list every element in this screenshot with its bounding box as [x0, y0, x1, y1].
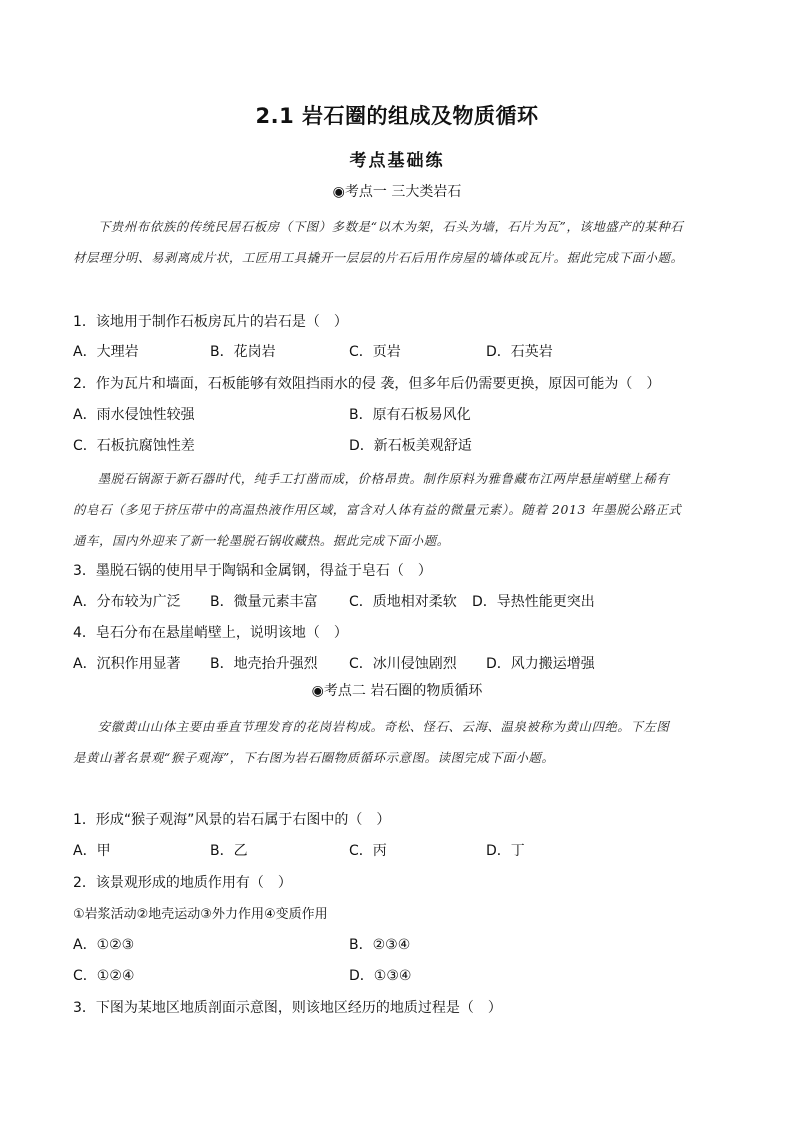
section-heading-2: ◉考点二 岩石圈的物质循环	[311, 683, 483, 699]
option-b: B．②③④	[349, 937, 411, 953]
question-stem: 1．形成“猴子观海”风景的岩石属于右图中的（ ）	[73, 812, 391, 828]
option-c: C．质地相对柔软	[349, 594, 457, 610]
passage-line: 是黄山著名景观“猴子观海”，下右图为岩石圈物质循环示意图。读图完成下面小题。	[73, 750, 555, 765]
passage-line: 通车，国内外迎来了新一轮墨脱石锅收藏热。据此完成下面小题。	[73, 533, 450, 548]
option-c: C．石板抗腐蚀性差	[73, 438, 195, 454]
option-d: D．①③④	[349, 968, 412, 984]
option-a: A．①②③	[73, 937, 135, 953]
passage-1	[73, 211, 733, 273]
passage-2	[73, 463, 733, 556]
passage-3	[73, 711, 733, 773]
option-b: B．花岗岩	[210, 344, 276, 360]
question-stem: 3．下图为某地区地质剖面示意图，则该地区经历的地质过程是（ ）	[73, 1000, 502, 1016]
option-c: C．页岩	[349, 344, 401, 360]
passage-line: 墨脱石锅源于新石器时代，纯手工打凿而成，价格昂贵。制作原料为雅鲁藏布江两岸悬崖峭壁上稀有	[97, 471, 670, 486]
option-c: C．冰川侵蚀剧烈	[349, 656, 457, 672]
question-note: ①岩浆活动②地壳运动③外力作用④变质作用	[73, 907, 328, 922]
option-b: B．微量元素丰富	[210, 594, 318, 610]
question-stem: 1．该地用于制作石板房瓦片的岩石是（ ）	[73, 314, 348, 330]
question-stem: 3．墨脱石锅的使用早于陶锅和金属钢，得益于皂石（ ）	[73, 563, 432, 579]
option-d: D．新石板美观舒适	[349, 438, 472, 454]
option-a: A．沉积作用显著	[73, 656, 181, 672]
question-stem: 2．该景观形成的地质作用有（ ）	[73, 875, 292, 891]
option-d: D．丁	[486, 843, 525, 859]
option-b: B．地壳抬升强烈	[210, 656, 318, 672]
option-a: A．雨水侵蚀性较强	[73, 407, 195, 423]
passage-line: 安徽黄山山体主要由垂直节理发育的花岗岩构成。奇松、怪石、云海、温泉被称为黄山四绝。下左图	[97, 719, 670, 734]
page-title: 2.1 岩石圈的组成及物质循环	[255, 104, 539, 128]
option-c: C．①②④	[73, 968, 135, 984]
option-b: B．原有石板易风化	[349, 407, 471, 423]
option-d: D．风力搬运增强	[486, 656, 595, 672]
page-subtitle: 考点基础练	[349, 151, 445, 171]
option-c: C．丙	[349, 843, 387, 859]
option-d: D．导热性能更突出	[472, 594, 595, 610]
passage-line: 的皂石（多见于挤压带中的高温热液作用区域，富含对人体有益的微量元素）。随着 2013 年墨脱公路正式	[73, 502, 682, 517]
passage-line: 材层理分明、易剥离成片状，工匠用工具撬开一层层的片石后用作房屋的墙体或瓦片。据此完成下面小题。	[73, 250, 684, 265]
question-stem: 2．作为瓦片和墙面，石板能够有效阻挡雨水的侵 袭，但多年后仍需要更换，原因可能为（ ）	[73, 376, 661, 392]
option-a: A．大理岩	[73, 344, 139, 360]
option-a: A．分布较为广泛	[73, 594, 181, 610]
section-heading-1: ◉考点一 三大类岩石	[332, 184, 462, 200]
option-a: A．甲	[73, 843, 111, 859]
passage-line: 下贵州布依族的传统民居石板房（下图）多数是“以木为架，石头为墙，石片为瓦”，该地盛产的某种石	[97, 219, 684, 234]
question-stem: 4．皂石分布在悬崖峭壁上，说明该地（ ）	[73, 625, 348, 641]
option-b: B．乙	[210, 843, 248, 859]
option-d: D．石英岩	[486, 344, 553, 360]
